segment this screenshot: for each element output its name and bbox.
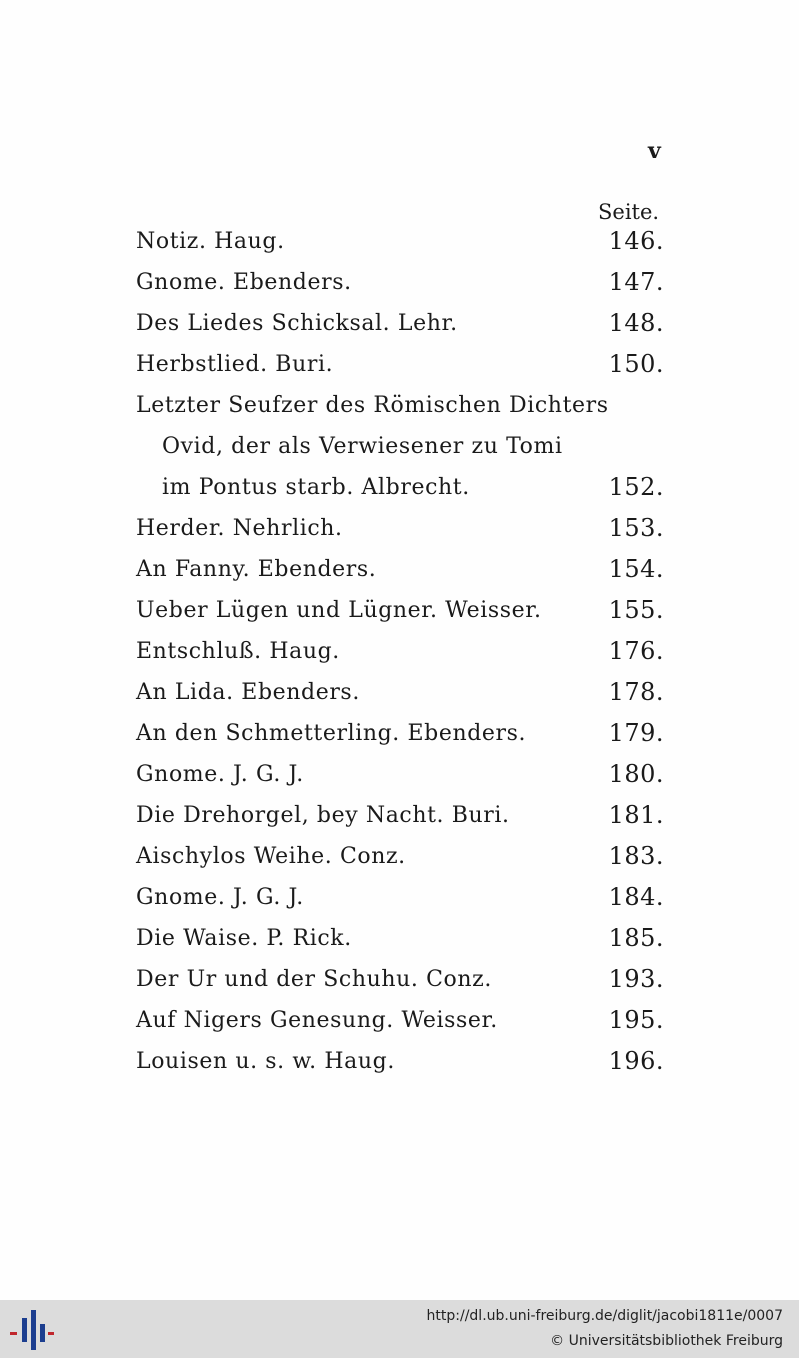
toc-entry-title: Die Waise. P. Rick. (136, 926, 352, 951)
toc-entry-page: 179. (608, 719, 664, 747)
ub-freiburg-logo-icon (10, 1310, 54, 1350)
toc-entry-title: Des Liedes Schicksal. Lehr. (136, 311, 458, 336)
toc-entry-page: 148. (608, 309, 664, 337)
toc-entry-title: Die Drehorgel, bey Nacht. Buri. (136, 803, 510, 828)
toc-entry-page: 152. (608, 473, 664, 501)
toc-entry-title: Gnome. J. G. J. (136, 885, 304, 910)
toc-entry-title: Ueber Lügen und Lügner. Weisser. (136, 598, 542, 623)
toc-entry (136, 756, 666, 797)
toc-entry-page: 180. (608, 760, 664, 788)
toc-entry-title: Herder. Nehrlich. (136, 516, 343, 541)
toc-entry-title: Der Ur und der Schuhu. Conz. (136, 967, 492, 992)
toc-entry-title: Auf Nigers Genesung. Weisser. (136, 1008, 498, 1033)
toc-entry (136, 510, 666, 551)
page-number: v (648, 138, 661, 164)
toc-entry (136, 879, 666, 920)
toc-entry-title: Louisen u. s. w. Haug. (136, 1049, 395, 1074)
table-of-contents (136, 223, 666, 1084)
toc-entry-title: Entschluß. Haug. (136, 639, 340, 664)
toc-entry (136, 838, 666, 879)
toc-entry-page: 147. (608, 268, 664, 296)
toc-entry-page: 185. (608, 924, 664, 952)
toc-entry-page: 193. (608, 965, 664, 993)
toc-entry (136, 1002, 666, 1043)
toc-entry-title: Herbstlied. Buri. (136, 352, 334, 377)
page-column-header: Seite. (598, 200, 660, 224)
toc-entry (136, 797, 666, 838)
toc-entry-page: 146. (608, 227, 664, 255)
toc-entry (136, 961, 666, 1002)
permalink-url[interactable]: http://dl.ub.uni-freiburg.de/diglit/jacobi1811e/0007 (426, 1308, 783, 1324)
toc-entry-title: An den Schmetterling. Ebenders. (136, 721, 527, 746)
toc-entry-page: 184. (608, 883, 664, 911)
toc-entry-page: 183. (608, 842, 664, 870)
toc-entry-title: An Lida. Ebenders. (136, 680, 360, 705)
toc-entry-title: Ovid, der als Verwiesener zu Tomi (162, 434, 563, 459)
toc-entry-title: Gnome. Ebenders. (136, 270, 352, 295)
toc-entry-title: An Fanny. Ebenders. (136, 557, 377, 582)
toc-entry (136, 1043, 666, 1084)
toc-entry (136, 305, 666, 346)
toc-entry-title: Letzter Seufzer des Römischen Dichters (136, 393, 609, 418)
toc-entry-title: Notiz. Haug. (136, 229, 285, 254)
toc-entry (136, 469, 666, 510)
toc-entry-page: 150. (608, 350, 664, 378)
toc-entry (136, 387, 666, 428)
toc-entry (136, 674, 666, 715)
toc-entry (136, 592, 666, 633)
toc-entry (136, 223, 666, 264)
toc-entry-page: 181. (608, 801, 664, 829)
toc-entry-page: 154. (608, 555, 664, 583)
toc-entry (136, 920, 666, 961)
toc-entry-page: 195. (608, 1006, 664, 1034)
toc-entry (136, 264, 666, 305)
toc-entry-page: 178. (608, 678, 664, 706)
viewer-footer (0, 1300, 799, 1358)
toc-entry-page: 153. (608, 514, 664, 542)
toc-entry-page: 155. (608, 596, 664, 624)
toc-entry (136, 551, 666, 592)
toc-entry-title: im Pontus starb. Albrecht. (162, 475, 470, 500)
toc-entry (136, 633, 666, 674)
toc-entry-title: Aischylos Weihe. Conz. (136, 844, 406, 869)
toc-entry-title: Gnome. J. G. J. (136, 762, 304, 787)
toc-entry (136, 715, 666, 756)
toc-entry-page: 176. (608, 637, 664, 665)
toc-entry (136, 346, 666, 387)
copyright-notice: © Universitätsbibliothek Freiburg (550, 1333, 783, 1349)
toc-entry (136, 428, 666, 469)
toc-entry-page: 196. (608, 1047, 664, 1075)
